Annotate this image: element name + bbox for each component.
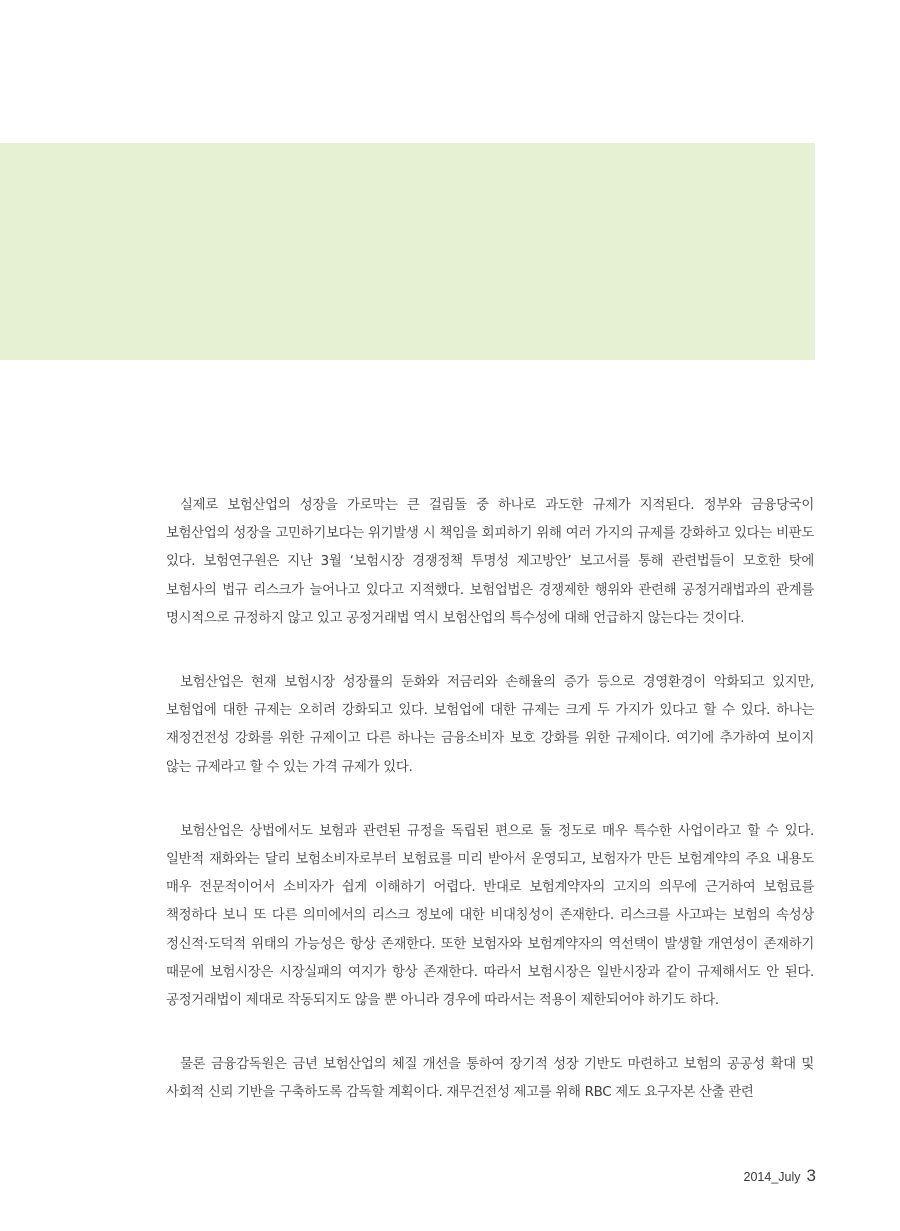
page-number: 3 (806, 1166, 816, 1185)
header-color-band (0, 143, 815, 360)
article-body (166, 492, 814, 1108)
page-footer (744, 1166, 816, 1186)
paragraph-4: 물론 금융감독원은 금년 보험산업의 체질 개선을 통하여 장기적 성장 기반도 마련하고 보험의 공공성 확대 및 사회적 신뢰 기반을 구축하도록 감독할 계획이다. 재무건전성 제고를 위해 RBC 제도 요구자본 산출 관련 (166, 1057, 814, 1101)
paragraph-3: 보험산업은 상법에서도 보험과 관련된 규정을 독립된 편으로 둘 정도로 매우 특수한 사업이라고 할 수 있다. 일반적 재화와는 달리 보험소비자로부터 보험료를 미리 받아서 운영되고, 보험자가 만든 보험계약의 주요 내용도 매우 전문적이어서 소비자가 쉽게 이해하기 어렵다. 반대로 보험계약자의 고지의 의무에 근거하여 보험료를 책정하다 보니 또 다른 의미에서의 리스크 정보에 대한 비대칭성이 존재한다. 리스크를 사고파는 보험의 속성상 정신적·도덕적 위태의 가능성은 항상 존재한다. 또한 보험자와 보험계약자의 역선택이 발생할 개연성이 존재하기 때문에 보험시장은 시장실패의 여지가 항상 존재한다. 따라서 보험시장은 일반시장과 같이 규제해서도 안 된다. 공정거래법이 제대로 작동되지도 않을 뿐 아니라 경우에 따라서는 적용이 제한되어야 하기도 하다. (166, 823, 814, 1009)
paragraph-2: 보험산업은 현재 보험시장 성장률의 둔화와 저금리와 손해율의 증가 등으로 경영환경이 악화되고 있지만, 보험업에 대한 규제는 오히려 강화되고 있다. 보험업에 대한 규제는 크게 두 가지가 있다고 할 수 있다. 하나는 재정건전성 강화를 위한 규제이고 다른 하나는 금융소비자 보호 강화를 위한 규제이다. 여기에 추가하여 보이지 않는 규제라고 할 수 있는 가격 규제가 있다. (166, 675, 814, 775)
paragraph-1: 실제로 보험산업의 성장을 가로막는 큰 걸림돌 중 하나로 과도한 규제가 지적된다. 정부와 금융당국이 보험산업의 성장을 고민하기보다는 위기발생 시 책임을 회피하기 위해 여러 가지의 규제를 강화하고 있다는 비판도 있다. 보험연구원은 지난 3월 ‘보험시장 경쟁정책 투명성 제고방안’ 보고서를 통해 관련법들이 모호한 탓에 보험사의 법규 리스크가 늘어나고 있다고 지적했다. 보험업법은 경쟁제한 행위와 관련해 공정거래법과의 관계를 명시적으로 규정하지 않고 있고 공정거래법 역시 보험산업의 특수성에 대해 언급하지 않는다는 것이다. (166, 498, 814, 626)
issue-label: 2014_July (743, 1170, 801, 1184)
